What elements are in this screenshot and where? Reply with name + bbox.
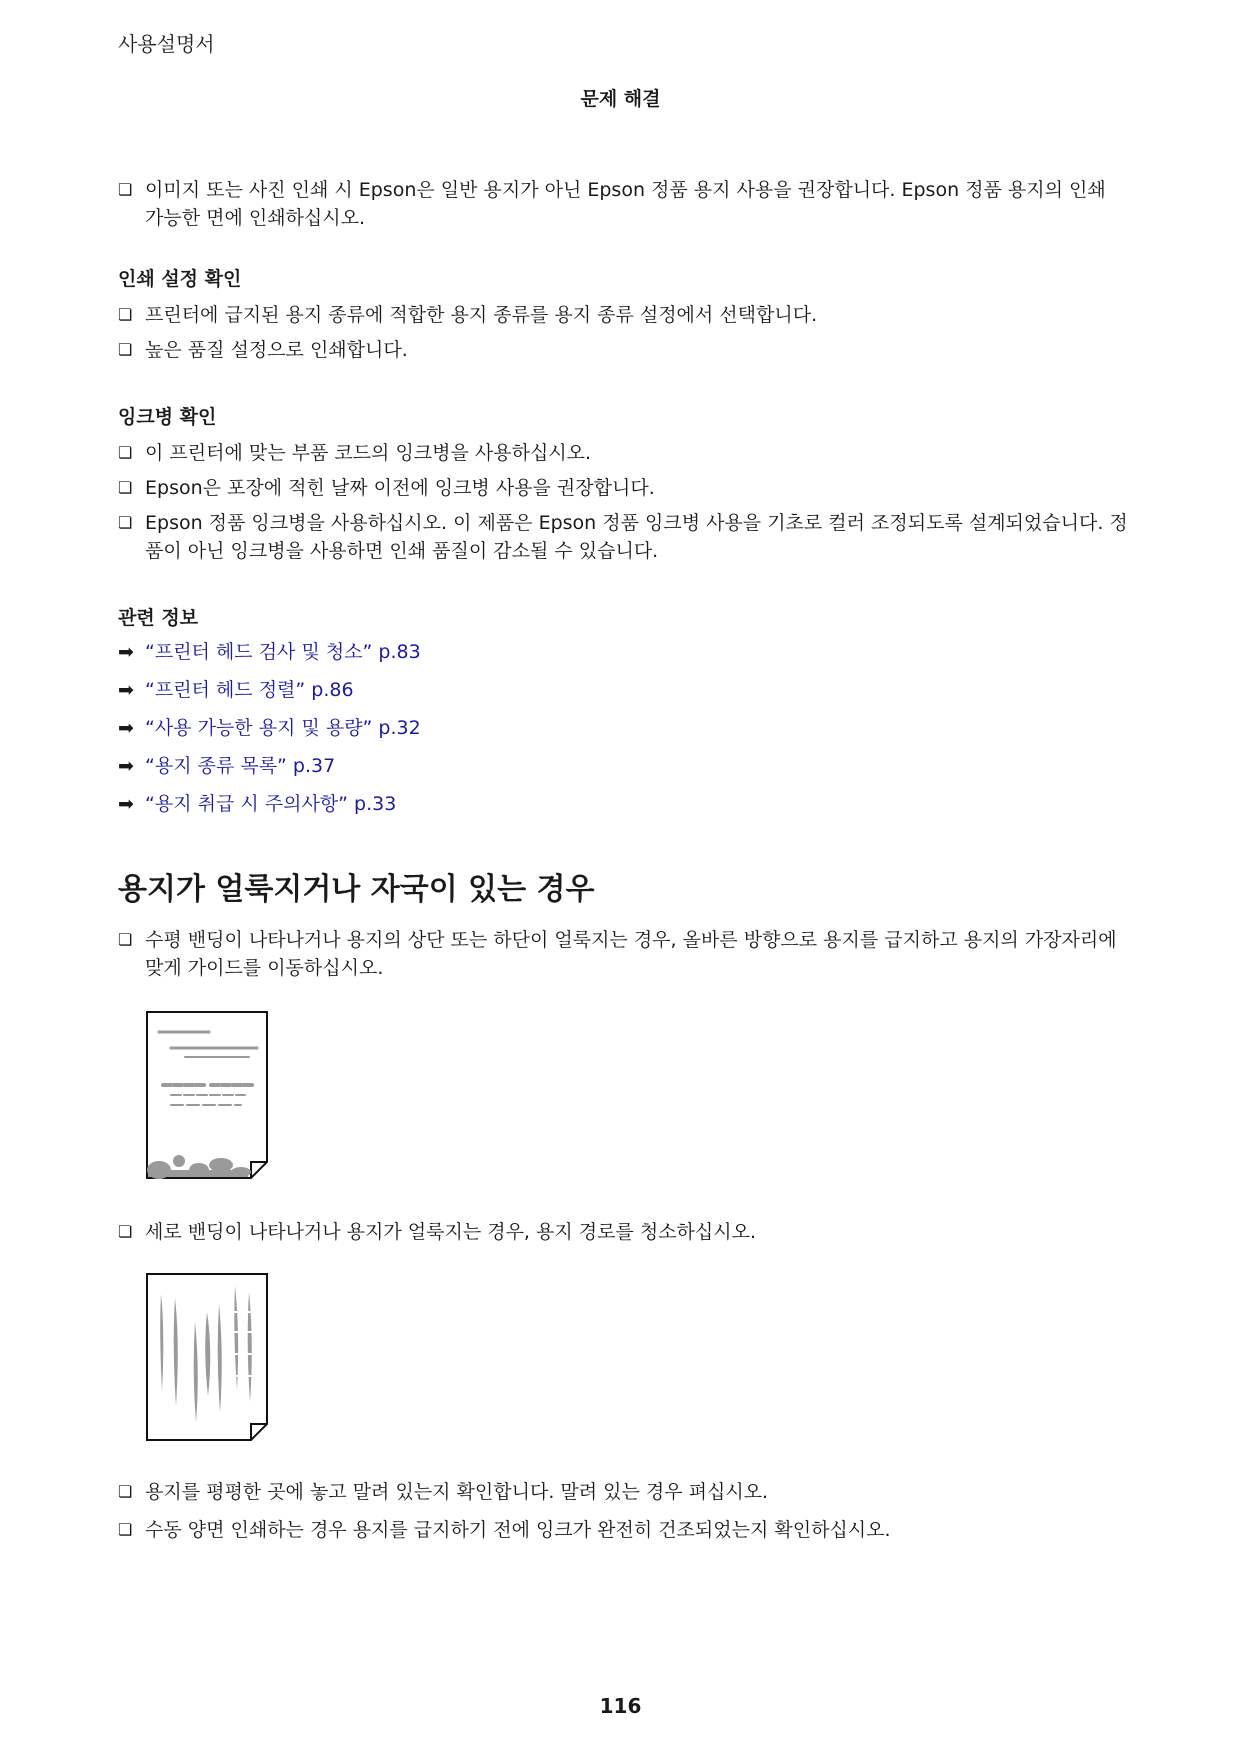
list-item-text: 프린터에 급지된 용지 종류에 적합한 용지 종류를 용지 종류 설정에서 선택합니다.	[145, 304, 818, 326]
list-item	[118, 439, 1128, 467]
checkbox-bullet-icon: ❏	[118, 340, 133, 359]
list-item-text: 이 프린터에 맞는 부품 코드의 잉크병을 사용하십시오.	[145, 442, 592, 464]
related-link[interactable]	[118, 714, 1128, 742]
related-link[interactable]	[118, 790, 1128, 818]
list-item-text: 세로 밴딩이 나타나거나 용지가 얼룩지는 경우, 용지 경로를 청소하십시오.	[145, 1221, 757, 1243]
arrow-right-icon: ➡	[118, 641, 134, 663]
list-item-text: Epson은 포장에 적힌 날짜 이전에 잉크병 사용을 권장합니다.	[145, 477, 655, 499]
section-title: 용지가 얼룩지거나 자국이 있는 경우	[118, 872, 595, 907]
checkbox-bullet-icon: ❏	[118, 1482, 133, 1501]
section-heading: 인쇄 설정 확인	[118, 268, 242, 290]
list-item	[118, 509, 1128, 565]
arrow-right-icon: ➡	[118, 793, 134, 815]
list-item-text: 용지를 평평한 곳에 놓고 말려 있는지 확인합니다. 말려 있는 경우 펴십시오.	[145, 1481, 769, 1503]
link-text[interactable]: “용지 종류 목록” p.37	[145, 755, 336, 777]
link-text[interactable]: “프린터 헤드 정렬” p.86	[145, 679, 354, 701]
list-item-text: 수동 양면 인쇄하는 경우 용지를 급지하기 전에 잉크가 완전히 건조되었는지 확인하십시오.	[145, 1519, 891, 1541]
chapter-title: 문제 해결	[580, 88, 661, 110]
checkbox-bullet-icon: ❏	[118, 930, 133, 949]
page-content	[118, 176, 1128, 1544]
arrow-right-icon: ➡	[118, 679, 134, 701]
list-item	[118, 926, 1128, 982]
list-item	[118, 301, 1128, 329]
related-info-heading: 관련 정보	[118, 607, 199, 629]
checkbox-bullet-icon: ❏	[118, 1222, 133, 1241]
checkbox-bullet-icon: ❏	[118, 513, 133, 532]
list-item	[118, 1218, 1128, 1246]
list-item-text: 수평 밴딩이 나타나거나 용지의 상단 또는 하단이 얼룩지는 경우, 올바른 방향으로 용지를 급지하고 용지의 가장자리에 맞게 가이드를 이동하십시오.	[145, 929, 1117, 979]
list-item	[118, 336, 1128, 364]
related-link[interactable]	[118, 676, 1128, 704]
link-text[interactable]: “프린터 헤드 검사 및 청소” p.83	[145, 641, 421, 663]
page-number: 116	[599, 1694, 642, 1718]
list-item	[118, 1516, 1128, 1544]
link-text[interactable]: “용지 취급 시 주의사항” p.33	[145, 793, 397, 815]
list-item	[118, 474, 1128, 502]
list-item	[118, 1478, 1128, 1506]
arrow-right-icon: ➡	[118, 717, 134, 739]
checkbox-bullet-icon: ❏	[118, 443, 133, 462]
vertical-banding-illustration	[145, 1272, 269, 1448]
horizontal-banding-illustration	[145, 1010, 269, 1186]
checkbox-bullet-icon: ❏	[118, 1520, 133, 1539]
checkbox-bullet-icon: ❏	[118, 180, 133, 199]
checkbox-bullet-icon: ❏	[118, 305, 133, 324]
document-title: 사용설명서	[118, 32, 215, 56]
list-item-text: 이미지 또는 사진 인쇄 시 Epson은 일반 용지가 아닌 Epson 정품 용지 사용을 권장합니다. Epson 정품 용지의 인쇄 가능한 면에 인쇄하십시오.	[145, 179, 1106, 229]
section-heading: 잉크병 확인	[118, 406, 217, 428]
list-item	[118, 176, 1128, 232]
list-item-text: Epson 정품 잉크병을 사용하십시오. 이 제품은 Epson 정품 잉크병 사용을 기초로 컬러 조정되도록 설계되었습니다. 정품이 아닌 잉크병을 사용하면 인쇄 품질이 감소될 수 있습니다.	[145, 512, 1128, 562]
link-text[interactable]: “사용 가능한 용지 및 용량” p.32	[145, 717, 421, 739]
checkbox-bullet-icon: ❏	[118, 478, 133, 497]
arrow-right-icon: ➡	[118, 755, 134, 777]
related-link[interactable]	[118, 752, 1128, 780]
list-item-text: 높은 품질 설정으로 인쇄합니다.	[145, 339, 408, 361]
related-link[interactable]	[118, 638, 1128, 666]
